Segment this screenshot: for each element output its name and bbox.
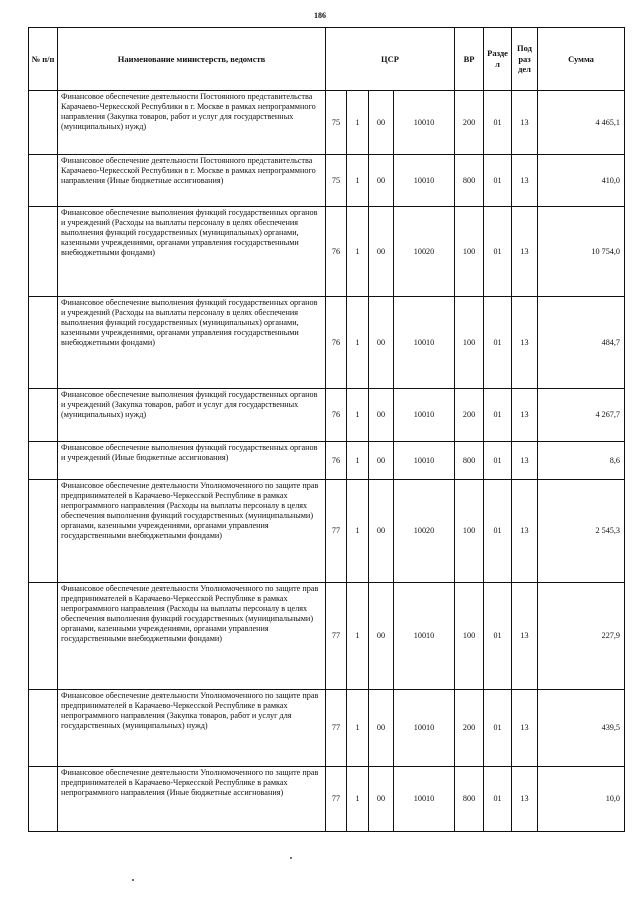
cell-csr-program: 75 <box>326 91 347 155</box>
cell-csr-program: 77 <box>326 767 347 832</box>
cell-csr-main: 00 <box>369 389 394 442</box>
cell-csr-program: 76 <box>326 207 347 297</box>
header-num: № п/п <box>29 28 58 91</box>
cell-summa: 4 267,7 <box>538 389 625 442</box>
cell-csr-main: 00 <box>369 767 394 832</box>
cell-podrazdel: 13 <box>512 297 538 389</box>
cell-csr-direction: 10020 <box>394 207 455 297</box>
cell-summa: 10,0 <box>538 767 625 832</box>
header-summa: Сумма <box>538 28 625 91</box>
cell-csr-main: 00 <box>369 297 394 389</box>
cell-name: Финансовое обеспечение деятельности Уполномоченного по защите прав предпринимателей в Карачаево-Черкесской Республике в рамках непрограммного направления (Закупка товаров, работ и услуг для государственных (муниципальных) нужд) <box>58 690 326 767</box>
cell-num <box>29 442 58 480</box>
cell-csr-direction: 10010 <box>394 690 455 767</box>
cell-csr-main: 00 <box>369 690 394 767</box>
cell-podrazdel: 13 <box>512 155 538 207</box>
cell-csr-direction: 10010 <box>394 297 455 389</box>
cell-summa: 484,7 <box>538 297 625 389</box>
cell-summa: 4 465,1 <box>538 91 625 155</box>
cell-csr-program: 76 <box>326 389 347 442</box>
cell-csr-subprogram: 1 <box>347 583 369 690</box>
cell-razdel: 01 <box>484 690 512 767</box>
cell-podrazdel: 13 <box>512 690 538 767</box>
table-row <box>29 155 625 207</box>
cell-csr-program: 77 <box>326 480 347 583</box>
cell-vr: 200 <box>455 690 484 767</box>
cell-num <box>29 480 58 583</box>
cell-csr-program: 77 <box>326 583 347 690</box>
cell-num <box>29 297 58 389</box>
cell-csr-main: 00 <box>369 155 394 207</box>
table-row <box>29 480 625 583</box>
cell-summa: 8,6 <box>538 442 625 480</box>
cell-name: Финансовое обеспечение деятельности Постоянного представительства Карачаево-Черкесской Республики в г. Москве в рамках непрограммного направления (Закупка товаров, работ и услуг для государственных (муниципальных) нужд) <box>58 91 326 155</box>
table-row <box>29 91 625 155</box>
cell-csr-main: 00 <box>369 442 394 480</box>
cell-name: Финансовое обеспечение выполнения функций государственных органов и учреждений (Расходы на выплаты персоналу в целях обеспечения выполнения функций государственных (муниципальных) органами, казенными учреждениями, органами управления государственными внебюджетными фондами) <box>58 297 326 389</box>
cell-name: Финансовое обеспечение деятельности Уполномоченного по защите прав предпринимателей в Карачаево-Черкесской Республике в рамках непрограммного направления (Расходы на выплаты персоналу в целях обеспечения выполнения функций государственных (муниципальными) органами, казенными учреждениями, органами управления государственными внебюджетными фондами) <box>58 480 326 583</box>
cell-razdel: 01 <box>484 297 512 389</box>
cell-csr-direction: 10010 <box>394 583 455 690</box>
cell-num <box>29 690 58 767</box>
cell-name: Финансовое обеспечение деятельности Постоянного представительства Карачаево-Черкесской Республики в г. Москве в рамках непрограммного направления (Иные бюджетные ассигнования) <box>58 155 326 207</box>
cell-csr-subprogram: 1 <box>347 480 369 583</box>
cell-razdel: 01 <box>484 207 512 297</box>
header-vr: ВР <box>455 28 484 91</box>
table-row <box>29 583 625 690</box>
cell-vr: 800 <box>455 767 484 832</box>
cell-csr-main: 00 <box>369 207 394 297</box>
table-body <box>29 91 625 832</box>
cell-vr: 100 <box>455 297 484 389</box>
cell-vr: 200 <box>455 389 484 442</box>
table-header-row <box>29 28 625 91</box>
table-row <box>29 690 625 767</box>
cell-num <box>29 389 58 442</box>
table-row <box>29 389 625 442</box>
header-csr: ЦСР <box>326 28 455 91</box>
cell-csr-subprogram: 1 <box>347 389 369 442</box>
cell-summa: 439,5 <box>538 690 625 767</box>
page-number: 186 <box>314 11 326 20</box>
cell-podrazdel: 13 <box>512 207 538 297</box>
cell-podrazdel: 13 <box>512 480 538 583</box>
cell-csr-direction: 10020 <box>394 480 455 583</box>
cell-vr: 200 <box>455 91 484 155</box>
cell-podrazdel: 13 <box>512 442 538 480</box>
table-row <box>29 767 625 832</box>
cell-num <box>29 91 58 155</box>
cell-razdel: 01 <box>484 442 512 480</box>
cell-podrazdel: 13 <box>512 583 538 690</box>
header-podrazdel: Под раз дел <box>512 28 538 91</box>
cell-csr-direction: 10010 <box>394 442 455 480</box>
table-row <box>29 297 625 389</box>
cell-name: Финансовое обеспечение выполнения функций государственных органов и учреждений (Закупка товаров, работ и услуг для государственных (муниципальных) нужд) <box>58 389 326 442</box>
cell-csr-subprogram: 1 <box>347 767 369 832</box>
cell-summa: 410,0 <box>538 155 625 207</box>
cell-razdel: 01 <box>484 480 512 583</box>
cell-num <box>29 207 58 297</box>
cell-vr: 100 <box>455 207 484 297</box>
cell-num <box>29 583 58 690</box>
cell-vr: 800 <box>455 155 484 207</box>
cell-vr: 800 <box>455 442 484 480</box>
cell-csr-direction: 10010 <box>394 389 455 442</box>
cell-razdel: 01 <box>484 155 512 207</box>
table-row <box>29 442 625 480</box>
cell-name: Финансовое обеспечение выполнения функций государственных органов и учреждений (Иные бюджетные ассигнования) <box>58 442 326 480</box>
scan-speck <box>290 857 292 859</box>
cell-vr: 100 <box>455 583 484 690</box>
cell-csr-subprogram: 1 <box>347 155 369 207</box>
cell-name: Финансовое обеспечение деятельности Уполномоченного по защите прав предпринимателей в Карачаево-Черкесской Республике в рамках непрограммного направления (Расходы на выплаты персоналу в целях обеспечения выполнения функций государственных (муниципальными) органами, казенными учреждениями, органами управления государственными внебюджетными фондами) <box>58 583 326 690</box>
cell-csr-subprogram: 1 <box>347 207 369 297</box>
cell-csr-subprogram: 1 <box>347 690 369 767</box>
cell-summa: 2 545,3 <box>538 480 625 583</box>
cell-num <box>29 155 58 207</box>
cell-razdel: 01 <box>484 389 512 442</box>
cell-csr-main: 00 <box>369 583 394 690</box>
cell-csr-subprogram: 1 <box>347 297 369 389</box>
cell-podrazdel: 13 <box>512 767 538 832</box>
cell-num <box>29 767 58 832</box>
cell-razdel: 01 <box>484 583 512 690</box>
cell-csr-main: 00 <box>369 91 394 155</box>
cell-csr-subprogram: 1 <box>347 442 369 480</box>
cell-csr-main: 00 <box>369 480 394 583</box>
cell-razdel: 01 <box>484 767 512 832</box>
cell-csr-direction: 10010 <box>394 91 455 155</box>
budget-table <box>28 27 625 832</box>
cell-csr-direction: 10010 <box>394 767 455 832</box>
cell-name: Финансовое обеспечение деятельности Уполномоченного по защите прав предпринимателей в Карачаево-Черкесской Республике в рамках непрограммного направления (Иные бюджетные ассигнования) <box>58 767 326 832</box>
cell-csr-direction: 10010 <box>394 155 455 207</box>
cell-csr-program: 75 <box>326 155 347 207</box>
cell-summa: 227,9 <box>538 583 625 690</box>
cell-vr: 100 <box>455 480 484 583</box>
cell-podrazdel: 13 <box>512 389 538 442</box>
cell-podrazdel: 13 <box>512 91 538 155</box>
cell-csr-program: 77 <box>326 690 347 767</box>
cell-csr-program: 76 <box>326 297 347 389</box>
cell-razdel: 01 <box>484 91 512 155</box>
cell-csr-subprogram: 1 <box>347 91 369 155</box>
cell-name: Финансовое обеспечение выполнения функций государственных органов и учреждений (Расходы на выплаты персоналу в целях обеспечения выполнения функций государственных (муниципальных) органами, казенными учреждениями, органами управления государственными внебюджетными фондами) <box>58 207 326 297</box>
cell-csr-program: 76 <box>326 442 347 480</box>
header-razdel: Разде л <box>484 28 512 91</box>
table-row <box>29 207 625 297</box>
scan-speck <box>132 879 134 881</box>
header-name: Наименование министерств, ведомств <box>58 28 326 91</box>
cell-summa: 10 754,0 <box>538 207 625 297</box>
